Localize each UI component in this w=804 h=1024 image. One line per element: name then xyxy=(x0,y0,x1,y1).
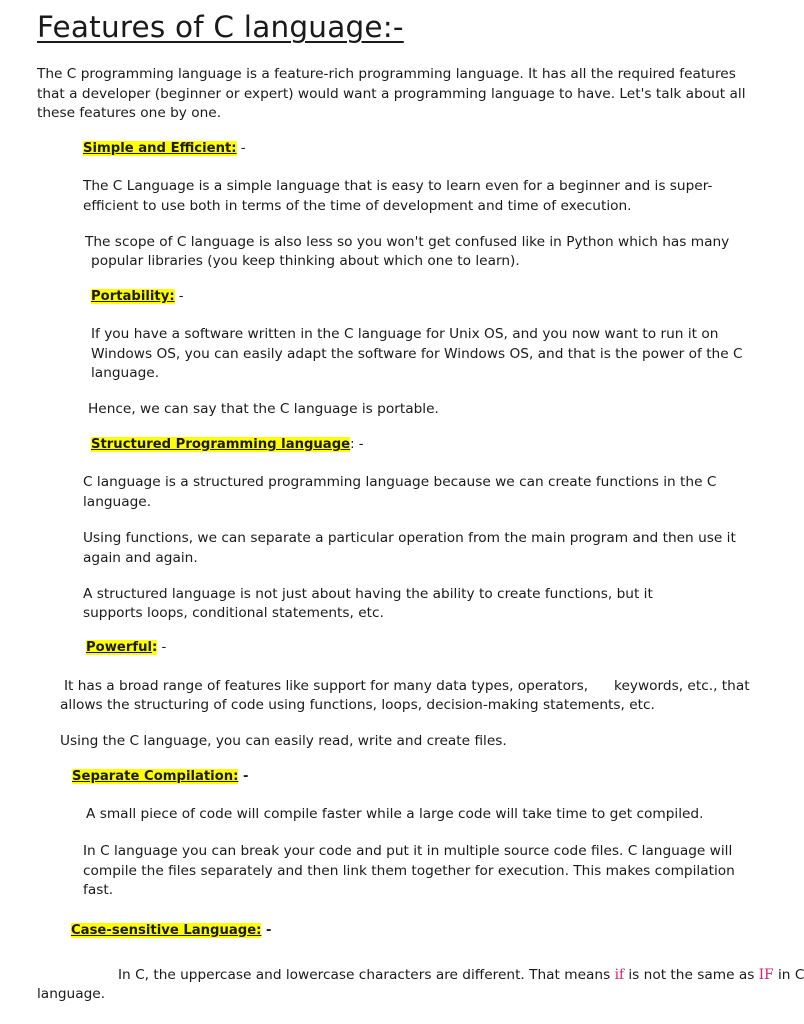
powerful-paragraph-1-line-2: allows the structuring of code using functions, loops, decision-making statements, etc. xyxy=(60,697,655,713)
section-heading-powerful: Powerful: - xyxy=(86,640,167,655)
section-heading-case-sensitive: Case-sensitive Language: - xyxy=(71,923,272,938)
powerful-paragraph-1-part-2: keywords, etc., that xyxy=(614,678,750,694)
compilation-paragraph-2: In C language you can break your code and put it in multiple source code files. C language will compile the files separately and then link them together for execution. This makes compilation fast. xyxy=(83,843,735,899)
structured-paragraph-2: Using functions, we can separate a particular operation from the main program and then use it again and again. xyxy=(83,530,736,566)
compilation-paragraph-1: A small piece of code will compile faster while a large code will take time to get compiled. xyxy=(86,806,704,822)
code-IF: IF xyxy=(758,967,774,983)
page-title: Features of C language:- xyxy=(37,10,404,44)
section-heading-compilation: Separate Compilation: - xyxy=(72,769,249,784)
simple-paragraph-2-line-1: The scope of C language is also less so you won't get confused like in Python which has many xyxy=(85,234,730,250)
section-heading-simple: Simple and Efficient: - xyxy=(83,141,246,156)
case-paragraph-line-2: language. xyxy=(37,986,106,1002)
case-paragraph-line-1: In C, the uppercase and lowercase characters are different. That means if is not the same as IF in C xyxy=(118,967,804,983)
powerful-paragraph-1-part-1: It has a broad range of features like support for many data types, operators, xyxy=(64,678,589,694)
portability-paragraph-2: Hence, we can say that the C language is portable. xyxy=(88,401,439,417)
section-heading-structured: Structured Programming language: - xyxy=(91,437,364,452)
structured-paragraph-1: C language is a structured programming language because we can create functions in the C language. xyxy=(83,474,717,510)
powerful-paragraph-2: Using the C language, you can easily read, write and create files. xyxy=(60,733,507,749)
intro-paragraph: The C programming language is a feature-rich programming language. It has all the required features that a developer (beginner or expert) would want a programming language to have. Let's talk about all these features one by one. xyxy=(37,66,746,122)
section-heading-portability: Portability: - xyxy=(91,289,184,304)
portability-paragraph-1: If you have a software written in the C language for Unix OS, and you now want to run it on Windows OS, you can easily adapt the software for Windows OS, and that is the power of the C language. xyxy=(91,326,743,382)
code-if: if xyxy=(614,967,625,983)
structured-paragraph-3-line-1: A structured language is not just about having the ability to create functions, but it xyxy=(83,586,653,602)
simple-paragraph-1: The C Language is a simple language that is easy to learn even for a beginner and is super-efficient to use both in terms of the time of development and time of execution. xyxy=(83,178,713,214)
simple-paragraph-2-line-2: popular libraries (you keep thinking about which one to learn). xyxy=(91,253,520,269)
structured-paragraph-3-line-2: supports loops, conditional statements, etc. xyxy=(83,605,384,621)
